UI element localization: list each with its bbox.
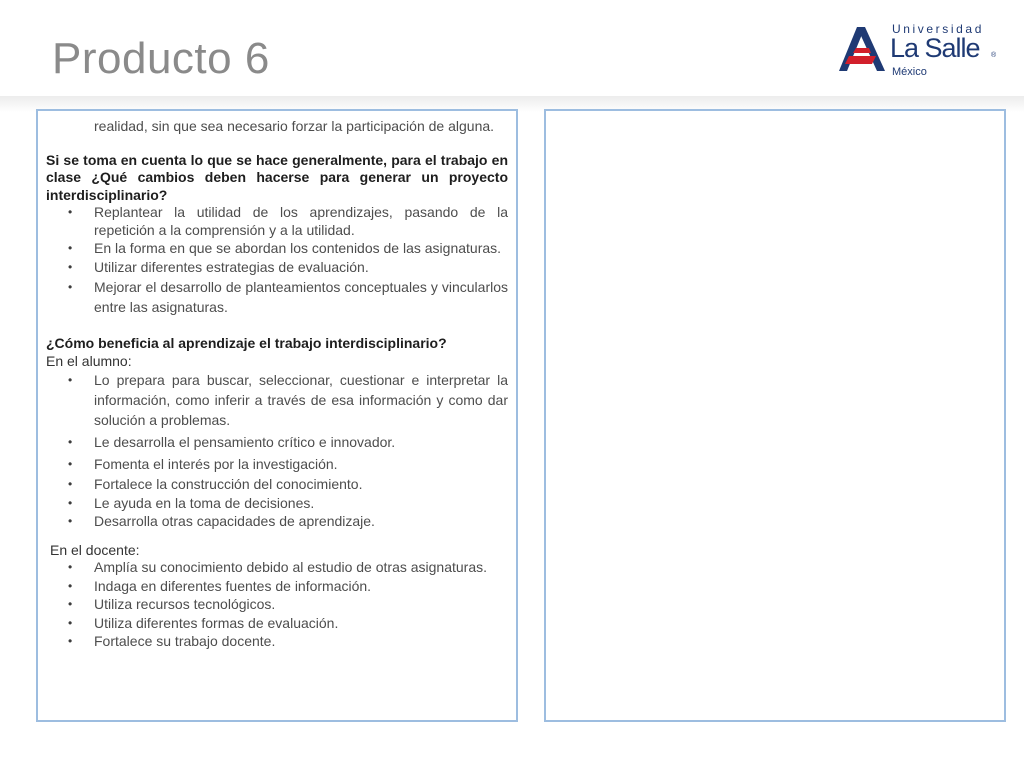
bullet-icon: • <box>68 435 73 449</box>
bullet-icon: • <box>68 578 73 593</box>
logo-registered-mark: ® <box>991 52 997 59</box>
list-item: • Utiliza recursos tecnológicos. <box>68 596 276 612</box>
list-item: • Le desarrolla el pensamiento crítico e innovador. <box>68 434 396 450</box>
teacher-heading: En el docente: <box>50 541 140 558</box>
list-item: • En la forma en que se abordan los contenidos de las asignaturas. <box>68 240 502 256</box>
question-2: ¿Cómo beneficia al aprendizaje el trabajo interdisciplinario? <box>46 335 447 351</box>
bullet-icon: • <box>68 514 73 528</box>
list-item: • Amplía su conocimiento debido al estudio de otras asignaturas. <box>68 559 488 575</box>
bullet-icon: • <box>68 457 73 471</box>
list-item: • Replantear la utilidad de los aprendizajes, pasando de la repetición a la comprensión y a la utilidad. <box>68 204 508 238</box>
empty-panel <box>544 109 1006 722</box>
question-1: Si se toma en cuenta lo que se hace generalmente, para el trabajo en clase ¿Qué cambios deben hacerse para generar un proyecto interdisciplinario? <box>46 151 508 203</box>
bullet-icon: • <box>68 280 73 294</box>
student-list <box>46 370 508 531</box>
bullet-icon: • <box>68 634 73 648</box>
list-item: • Indaga en diferentes fuentes de información. <box>68 577 372 594</box>
bullet-icon: • <box>68 560 73 574</box>
list-item: • Mejorar el desarrollo de planteamientos conceptuales y vincularlos entre las asignaturas. <box>68 279 508 315</box>
question-1-list <box>46 204 508 317</box>
bullet-icon: • <box>68 615 73 630</box>
list-item: • Le ayuda en la toma de decisiones. <box>68 494 315 511</box>
university-logo <box>836 22 1006 80</box>
list-item: • Fortalece la construcción del conocimiento. <box>68 476 363 492</box>
list-item: • Fomenta el interés por la investigación. <box>68 456 338 472</box>
bullet-icon: • <box>68 477 73 491</box>
bullet-icon: • <box>68 373 73 387</box>
bullet-icon: • <box>68 259 73 274</box>
document-text <box>46 118 508 651</box>
list-item: • Utiliza diferentes formas de evaluación. <box>68 614 339 631</box>
document-panel <box>36 109 518 722</box>
bullet-icon: • <box>68 241 73 255</box>
list-item: • Utilizar diferentes estrategias de evaluación. <box>68 258 369 275</box>
student-heading: En el alumno: <box>46 352 132 369</box>
bullet-icon: • <box>68 495 73 510</box>
logo-brand-text: La Salle <box>890 33 980 63</box>
bullet-icon: • <box>68 205 73 219</box>
logo-universidad-text: Universidad <box>892 22 984 36</box>
lasalle-emblem-icon <box>836 24 888 76</box>
slide-title: Producto 6 <box>52 34 270 83</box>
list-item: • Fortalece su trabajo docente. <box>68 633 276 649</box>
intro-paragraph: realidad, sin que sea necesario forzar la participación de alguna. <box>94 118 495 134</box>
bullet-icon: • <box>68 597 73 611</box>
logo-mexico-text: México <box>892 66 927 78</box>
list-item: • Lo prepara para buscar, seleccionar, cuestionar e interpretar la información, como inferir a través de esa información y como dar solución a problemas. <box>68 372 508 428</box>
teacher-list <box>46 559 508 651</box>
list-item: • Desarrolla otras capacidades de aprendizaje. <box>68 513 375 529</box>
